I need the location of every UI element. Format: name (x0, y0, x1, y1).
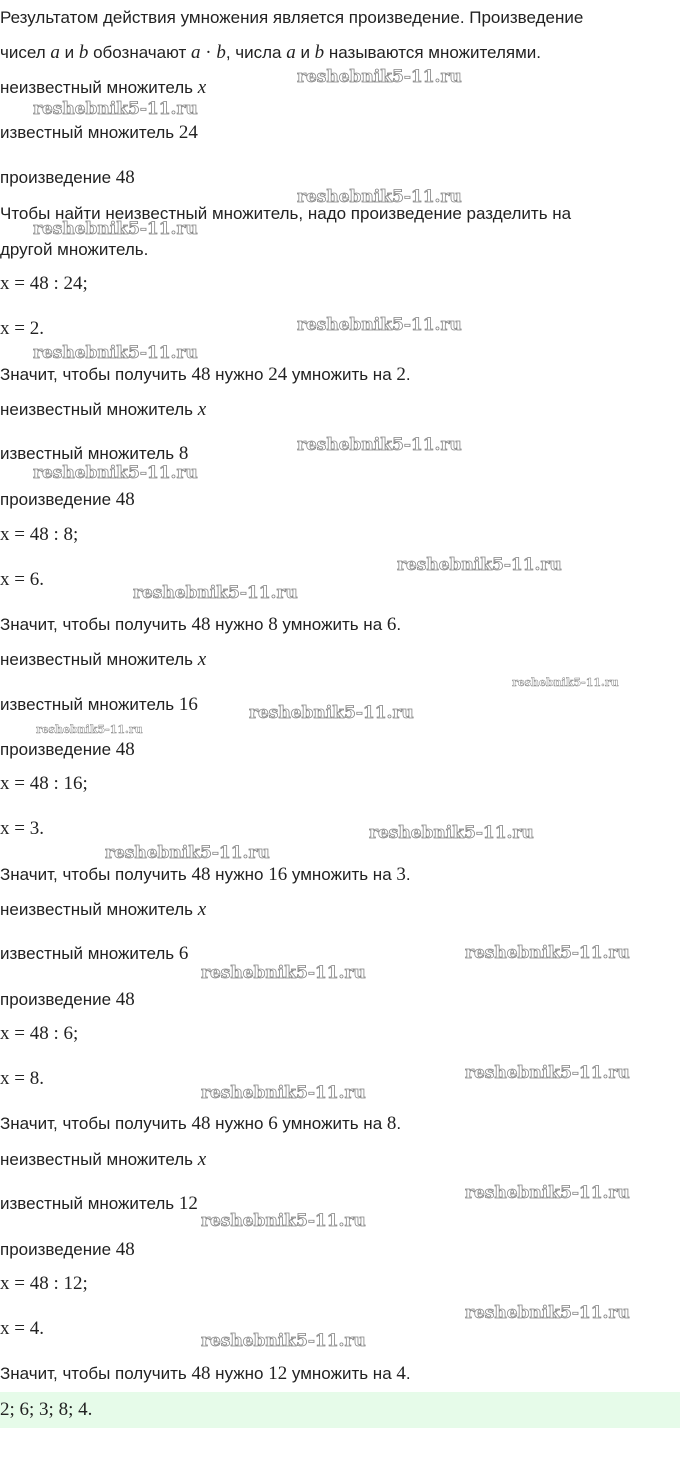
known-factor-label: известный множитель (0, 444, 179, 463)
watermark: reshebnik5-11.ru (465, 1303, 630, 1323)
variable-a: a (286, 42, 296, 63)
product-value: 48 (115, 167, 135, 188)
known-factor-label: известный множитель (0, 123, 179, 142)
equation-division (0, 273, 88, 295)
product-value: 48 (115, 989, 135, 1010)
equation-result (0, 818, 44, 840)
known-factor-line (0, 122, 198, 144)
watermark: reshebnik5-11.ru (249, 703, 414, 723)
answer-box (0, 1392, 680, 1428)
known-factor-line (0, 443, 188, 465)
product-value: 48 (191, 1363, 211, 1384)
unknown-factor-line (0, 399, 206, 421)
product-value: 48 (191, 864, 211, 885)
equation-text: x = 48 : 16; (0, 773, 88, 794)
product-line (0, 167, 135, 189)
known-factor-value: 24 (178, 122, 198, 143)
equation-division (0, 524, 78, 546)
watermark: reshebnik5-11.ru (33, 219, 198, 239)
intro-text: и (295, 43, 315, 62)
known-factor-label: известный множитель (0, 695, 179, 714)
watermark: reshebnik5-11.ru (201, 1083, 366, 1103)
result-value: 4 (396, 1363, 406, 1384)
conclusion-text: нужно (210, 1364, 269, 1383)
conclusion-line (0, 864, 411, 886)
equation-text: x = 4. (0, 1318, 44, 1339)
product-line (0, 1239, 135, 1261)
conclusion-text: Значит, чтобы получить (0, 1114, 192, 1133)
watermark: reshebnik5-11.ru (465, 1183, 630, 1203)
rule-line-2 (0, 239, 148, 261)
conclusion-text: умножить на (277, 1114, 387, 1133)
equation-text: x = 8. (0, 1068, 44, 1089)
product-value: 48 (191, 614, 211, 635)
product-expr-a: a (190, 42, 201, 63)
watermark: reshebnik5-11.ru (133, 583, 298, 603)
result-value: 2 (396, 364, 406, 385)
equation-text: x = 2. (0, 318, 44, 339)
intro-text: обозначают (88, 43, 191, 62)
conclusion-text: . (396, 1114, 402, 1133)
known-factor-label: известный множитель (0, 1194, 179, 1213)
variable-a: a (50, 42, 60, 63)
equation-text: x = 3. (0, 818, 44, 839)
known-factor-value: 24 (268, 364, 288, 385)
equation-division (0, 1273, 88, 1295)
intro-text: , числа (225, 43, 287, 62)
conclusion-text: Значит, чтобы получить (0, 1364, 192, 1383)
result-value: 6 (386, 614, 397, 635)
known-factor-value: 16 (178, 694, 198, 715)
product-line (0, 989, 135, 1011)
unknown-factor-line (0, 649, 206, 671)
equation-result (0, 318, 44, 340)
watermark: reshebnik5-11.ru (105, 843, 270, 863)
product-value: 48 (115, 1239, 135, 1260)
x-variable: x (197, 649, 207, 670)
known-factor-value: 8 (178, 443, 189, 464)
variable-b: b (78, 42, 89, 63)
watermark: reshebnik5-11.ru (33, 99, 198, 119)
product-expr-b: b (216, 42, 226, 63)
equation-text: x = 6. (0, 569, 44, 590)
equation-result (0, 569, 44, 591)
known-factor-value: 12 (268, 1363, 288, 1384)
x-variable: x (197, 77, 207, 98)
rule-text: Чтобы найти неизвестный множитель, надо произведение разделить на (0, 204, 572, 223)
conclusion-text: умножить на (287, 365, 397, 384)
conclusion-text: Значит, чтобы получить (0, 365, 192, 384)
result-value: 3 (396, 864, 406, 885)
watermark: reshebnik5-11.ru (369, 823, 534, 843)
x-variable: x (197, 899, 207, 920)
unknown-factor-label: неизвестный множитель (0, 900, 198, 919)
known-factor-line (0, 694, 198, 716)
product-label: произведение (0, 168, 116, 187)
watermark: reshebnik5-11.ru (201, 963, 366, 983)
intro-text: называются множителями. (324, 43, 541, 62)
rule-text: другой множитель. (0, 240, 149, 259)
unknown-factor-label: неизвестный множитель (0, 650, 198, 669)
unknown-factor-label: неизвестный множитель (0, 1150, 198, 1169)
product-value: 48 (115, 489, 135, 510)
x-variable: x (197, 1149, 207, 1170)
conclusion-line (0, 1363, 411, 1385)
conclusion-text: умножить на (287, 865, 397, 884)
product-label: произведение (0, 1240, 116, 1259)
equation-division (0, 773, 88, 795)
variable-b: b (314, 42, 325, 63)
equation-text: x = 48 : 6; (0, 1023, 79, 1044)
intro-line-2 (0, 42, 541, 64)
conclusion-line (0, 1113, 401, 1135)
equation-text: x = 48 : 12; (0, 1273, 88, 1294)
conclusion-text: умножить на (287, 1364, 397, 1383)
conclusion-text: нужно (210, 1114, 269, 1133)
intro-text: чисел (0, 43, 51, 62)
equation-division (0, 1023, 78, 1045)
product-expr-dot: · (200, 42, 217, 63)
watermark: reshebnik5-11.ru (297, 435, 462, 455)
product-value: 48 (191, 1113, 211, 1134)
watermark: reshebnik5-11.ru (201, 1211, 366, 1231)
known-factor-value: 12 (178, 1193, 198, 1214)
unknown-factor-label: неизвестный множитель (0, 78, 198, 97)
conclusion-line (0, 364, 411, 386)
conclusion-text: нужно (210, 615, 269, 634)
known-factor-line (0, 943, 188, 965)
watermark: reshebnik5-11.ru (33, 343, 198, 363)
product-label: произведение (0, 490, 116, 509)
unknown-factor-line (0, 1149, 206, 1171)
known-factor-line (0, 1193, 198, 1215)
product-label: произведение (0, 740, 116, 759)
watermark: reshebnik5-11.ru (512, 676, 619, 689)
unknown-factor-label: неизвестный множитель (0, 400, 198, 419)
product-value: 48 (115, 739, 135, 760)
intro-text: Результатом действия умножения является произведение. Произведение (0, 8, 584, 27)
watermark: reshebnik5-11.ru (465, 1063, 630, 1083)
watermark: reshebnik5-11.ru (201, 1331, 366, 1351)
conclusion-text: нужно (210, 865, 269, 884)
conclusion-line (0, 614, 401, 636)
conclusion-text: . (396, 615, 402, 634)
result-value: 8 (386, 1113, 397, 1134)
known-factor-label: известный множитель (0, 944, 179, 963)
intro-text: и (59, 43, 79, 62)
watermark: reshebnik5-11.ru (36, 723, 143, 736)
unknown-factor-line (0, 899, 206, 921)
intro-line-1 (0, 7, 583, 29)
answer-text: 2; 6; 3; 8; 4. (0, 1399, 93, 1420)
watermark: reshebnik5-11.ru (297, 315, 462, 335)
known-factor-value: 8 (268, 614, 278, 635)
conclusion-text: . (405, 865, 411, 884)
watermark: reshebnik5-11.ru (397, 555, 562, 575)
watermark: reshebnik5-11.ru (33, 463, 198, 483)
product-line (0, 739, 135, 761)
watermark: reshebnik5-11.ru (297, 187, 462, 207)
conclusion-text: . (405, 1364, 411, 1383)
known-factor-value: 6 (178, 943, 189, 964)
product-label: произведение (0, 990, 116, 1009)
conclusion-text: Значит, чтобы получить (0, 615, 192, 634)
watermark: reshebnik5-11.ru (465, 943, 630, 963)
known-factor-value: 6 (268, 1113, 278, 1134)
known-factor-value: 16 (268, 864, 288, 885)
conclusion-text: Значит, чтобы получить (0, 865, 192, 884)
conclusion-text: умножить на (277, 615, 387, 634)
product-line (0, 489, 135, 511)
equation-text: x = 48 : 24; (0, 273, 88, 294)
equation-result (0, 1318, 44, 1340)
x-variable: x (197, 399, 207, 420)
unknown-factor-line (0, 77, 206, 99)
conclusion-text: нужно (210, 365, 269, 384)
product-value: 48 (191, 364, 211, 385)
equation-text: x = 48 : 8; (0, 524, 79, 545)
conclusion-text: . (405, 365, 411, 384)
equation-result (0, 1068, 44, 1090)
watermark: reshebnik5-11.ru (297, 67, 462, 87)
